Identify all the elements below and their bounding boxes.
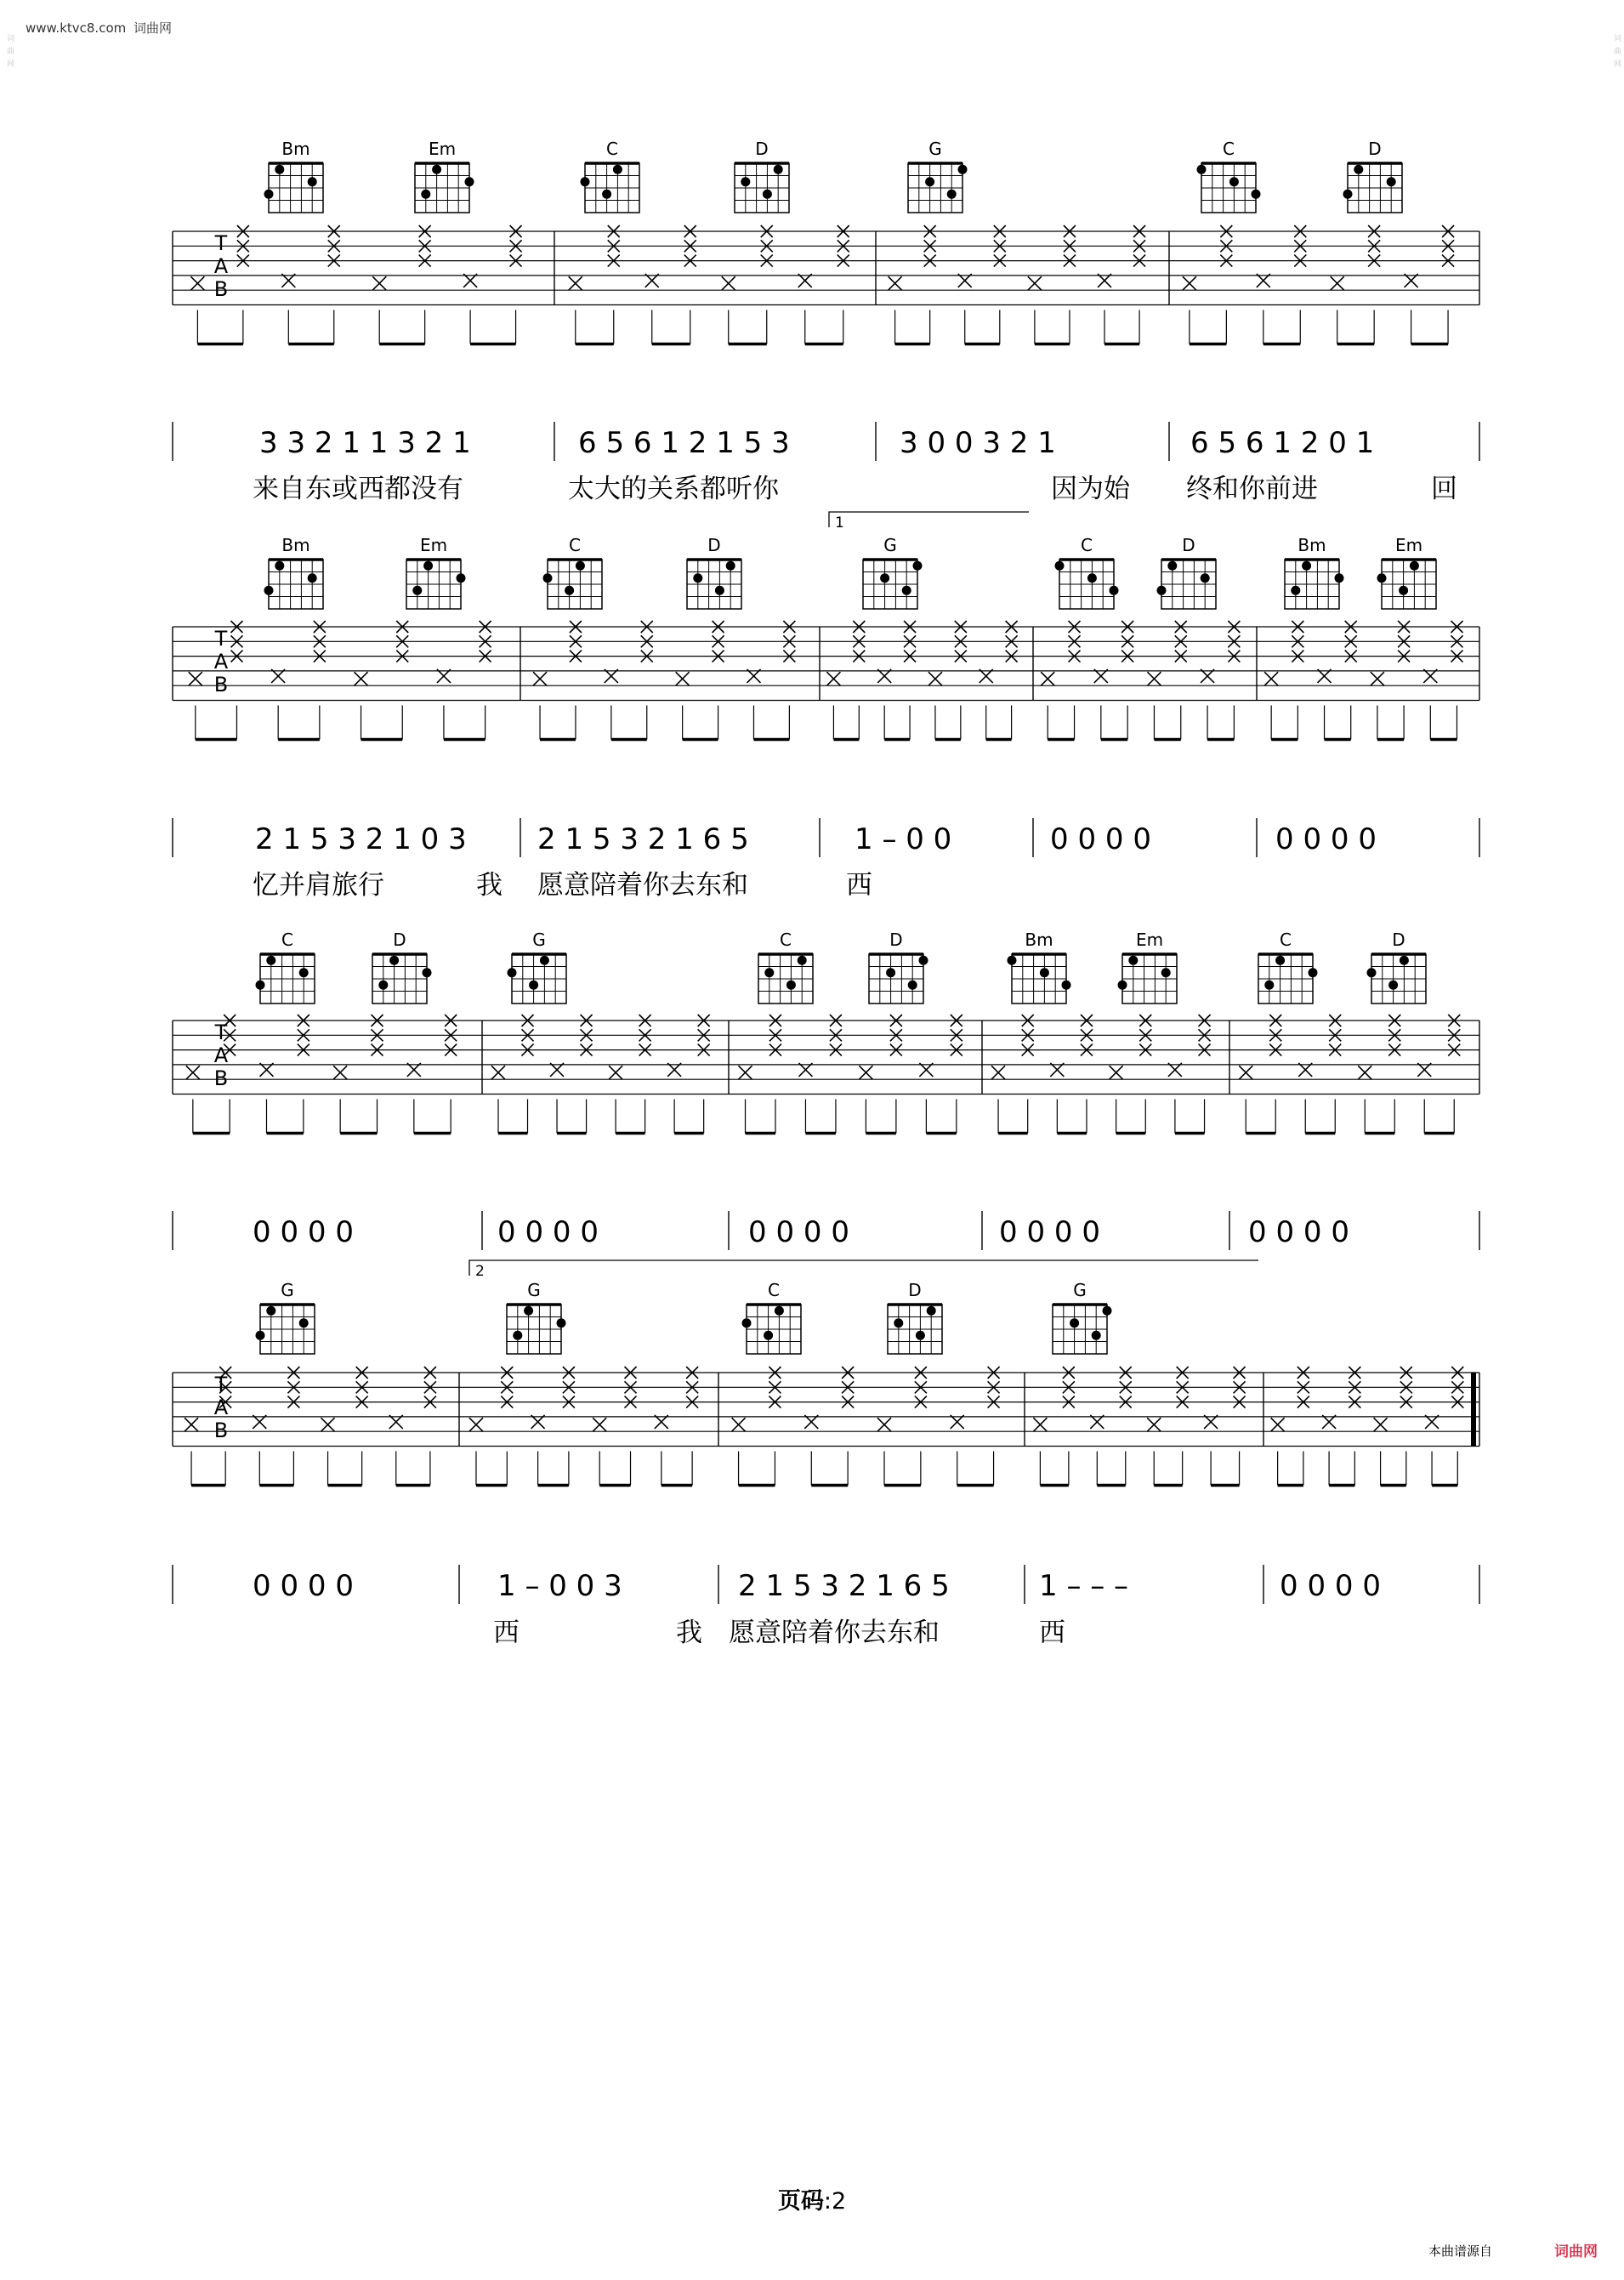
finger-dot bbox=[513, 1331, 522, 1340]
chord-c bbox=[256, 930, 315, 1004]
chord-c bbox=[742, 1280, 802, 1354]
chord-d bbox=[687, 535, 741, 609]
finger-dot bbox=[1302, 561, 1311, 571]
tab-staff bbox=[173, 225, 1479, 344]
chord-d bbox=[1157, 535, 1217, 609]
chord-diagram bbox=[1197, 163, 1261, 213]
finger-dot bbox=[1229, 177, 1239, 186]
chord-em bbox=[415, 139, 474, 213]
tab-clef-letter: A bbox=[213, 1396, 229, 1419]
tab-clef-letter: B bbox=[213, 1066, 229, 1090]
chord-name: C bbox=[1280, 930, 1292, 950]
lyric-segment: 来自东或西都没有 bbox=[253, 474, 463, 504]
finger-dot bbox=[919, 956, 928, 965]
tab-strum-mark bbox=[889, 276, 902, 290]
finger-dot bbox=[715, 586, 724, 595]
chord-g bbox=[256, 1280, 315, 1354]
tab-staff bbox=[173, 1367, 1479, 1486]
finger-dot bbox=[1387, 177, 1396, 186]
lyrics-line bbox=[493, 1618, 1065, 1648]
finger-dot bbox=[1354, 165, 1363, 174]
chord-diagram bbox=[908, 163, 968, 213]
source-note: 本曲谱源自 bbox=[1428, 2243, 1493, 2259]
finger-dot bbox=[1309, 968, 1318, 977]
chord-c bbox=[1055, 535, 1119, 609]
finger-dot bbox=[775, 1306, 784, 1316]
chord-name: Bm bbox=[281, 139, 310, 159]
tab-clef-letter: B bbox=[213, 277, 229, 301]
finger-dot bbox=[693, 573, 702, 583]
tab-system bbox=[173, 930, 1479, 1250]
chord-diagram bbox=[508, 954, 567, 1004]
tab-clef-letter: T bbox=[214, 627, 228, 651]
chord-name: G bbox=[527, 1280, 541, 1300]
tab-strum-mark bbox=[189, 672, 202, 685]
finger-dot bbox=[1157, 586, 1167, 595]
finger-dot bbox=[1008, 956, 1017, 965]
finger-dot bbox=[264, 586, 274, 595]
lyric-segment: 回 bbox=[1431, 474, 1457, 504]
chord-name: Em bbox=[1394, 535, 1423, 555]
finger-dot bbox=[925, 177, 934, 186]
chord-name: Em bbox=[1135, 930, 1164, 950]
finger-dot bbox=[1388, 981, 1398, 990]
chord-name: D bbox=[1392, 930, 1405, 950]
finger-dot bbox=[613, 165, 622, 174]
notation-measure: 6 5 6 1 2 0 1 bbox=[1190, 426, 1375, 460]
finger-dot bbox=[958, 165, 968, 174]
chord-name: G bbox=[928, 139, 942, 159]
side-watermark-left: 词曲网 bbox=[5, 34, 14, 72]
tab-strum-mark bbox=[928, 672, 942, 685]
numbered-notation bbox=[173, 422, 1479, 461]
chord-diagram bbox=[888, 1305, 942, 1354]
chord-c bbox=[1258, 930, 1318, 1004]
notation-measure: 1 – 0 0 bbox=[855, 822, 952, 856]
chord-name: D bbox=[889, 930, 903, 950]
chord-diagram bbox=[869, 954, 928, 1004]
finger-dot bbox=[1070, 1318, 1079, 1328]
chord-name: D bbox=[1368, 139, 1382, 159]
chord-g bbox=[507, 1280, 566, 1354]
notation-measure: 3 3 2 1 1 3 2 1 bbox=[259, 426, 471, 460]
finger-dot bbox=[947, 190, 957, 199]
notation-measure: 0 0 0 0 bbox=[999, 1215, 1100, 1249]
chord-name: D bbox=[908, 1280, 922, 1300]
site-url: www.ktvc8.com bbox=[26, 20, 127, 36]
tab-strum-mark bbox=[1239, 1066, 1252, 1079]
tab-strum-mark bbox=[533, 672, 547, 685]
tab-strum-mark bbox=[826, 672, 840, 685]
chord-name: Em bbox=[428, 139, 457, 159]
chord-c bbox=[581, 139, 640, 213]
tab-strum-mark bbox=[1028, 276, 1042, 290]
tab-strum-mark bbox=[722, 276, 735, 290]
tab-strum-mark bbox=[1147, 672, 1161, 685]
finger-dot bbox=[423, 561, 433, 571]
chord-diagram bbox=[1008, 954, 1071, 1004]
chord-name: C bbox=[1081, 535, 1093, 555]
tab-strum-mark bbox=[333, 1066, 347, 1079]
chord-diagram bbox=[687, 560, 741, 609]
finger-dot bbox=[378, 981, 388, 990]
finger-dot bbox=[1264, 981, 1274, 990]
finger-dot bbox=[913, 561, 923, 571]
chord-diagram bbox=[1055, 560, 1119, 609]
tab-staff bbox=[173, 621, 1479, 740]
chord-d bbox=[1343, 139, 1403, 213]
tab-system bbox=[173, 139, 1479, 504]
finger-dot bbox=[543, 573, 553, 583]
chord-diagram bbox=[406, 560, 466, 609]
tab-clef-letter: B bbox=[213, 673, 229, 697]
chord-bm bbox=[264, 139, 324, 213]
finger-dot bbox=[1291, 586, 1300, 595]
chord-c bbox=[1197, 139, 1261, 213]
tab-strum-mark bbox=[859, 1066, 872, 1079]
chord-diagram bbox=[256, 954, 315, 1004]
chord-g bbox=[908, 139, 968, 213]
chord-diagram bbox=[581, 163, 640, 213]
finger-dot bbox=[508, 968, 517, 977]
chord-d bbox=[869, 930, 928, 1004]
finger-dot bbox=[1377, 573, 1387, 583]
chord-name: C bbox=[606, 139, 618, 159]
tab-clef-letter: T bbox=[214, 1373, 228, 1396]
notation-measure: 0 0 0 0 bbox=[253, 1215, 354, 1249]
tab-strum-mark bbox=[593, 1418, 606, 1431]
finger-dot bbox=[1252, 190, 1261, 199]
lyric-segment: 因为始 bbox=[1051, 474, 1130, 504]
finger-dot bbox=[308, 177, 317, 186]
lyrics-line bbox=[253, 474, 1457, 504]
footer-brand: 词曲网 bbox=[1554, 2243, 1598, 2260]
chord-name: D bbox=[1182, 535, 1195, 555]
finger-dot bbox=[1275, 956, 1285, 965]
tab-strum-mark bbox=[1110, 1066, 1123, 1079]
tab-strum-mark bbox=[877, 1418, 891, 1431]
tab-strum-mark bbox=[1041, 672, 1054, 685]
chord-em bbox=[406, 535, 466, 609]
notation-measure: 2 1 5 3 2 1 0 3 bbox=[255, 822, 467, 856]
finger-dot bbox=[275, 165, 284, 174]
chord-d bbox=[888, 1280, 942, 1354]
lyric-segment: 西 bbox=[1039, 1618, 1065, 1648]
finger-dot bbox=[798, 956, 807, 965]
chord-g bbox=[863, 535, 923, 609]
tab-strum-mark bbox=[1183, 276, 1196, 290]
chord-diagram bbox=[264, 163, 324, 213]
notation-measure: 1 – 0 0 3 bbox=[497, 1569, 622, 1603]
finger-dot bbox=[576, 561, 585, 571]
chord-d bbox=[372, 930, 432, 1004]
tab-strum-mark bbox=[732, 1418, 746, 1431]
finger-dot bbox=[927, 1306, 936, 1316]
finger-dot bbox=[1167, 561, 1177, 571]
finger-dot bbox=[1197, 165, 1207, 174]
tab-strum-mark bbox=[186, 1066, 200, 1079]
site-name: 词曲网 bbox=[133, 20, 173, 36]
chord-name: D bbox=[707, 535, 721, 555]
finger-dot bbox=[1118, 981, 1127, 990]
chord-name: C bbox=[281, 930, 293, 950]
volta-bracket-1 bbox=[829, 512, 1029, 527]
tab-clef-letter: A bbox=[213, 650, 229, 674]
tab-clef-letter: A bbox=[213, 1043, 229, 1067]
notation-measure: 3 0 0 3 2 1 bbox=[900, 426, 1056, 460]
chord-diagram bbox=[1285, 560, 1344, 609]
chord-diagram bbox=[863, 560, 923, 609]
finger-dot bbox=[1343, 190, 1353, 199]
chord-diagram bbox=[1157, 560, 1217, 609]
notation-measure: 0 0 0 0 bbox=[1050, 822, 1151, 856]
chord-diagram bbox=[372, 954, 432, 1004]
finger-dot bbox=[299, 1318, 309, 1328]
chord-name: Bm bbox=[1025, 930, 1053, 950]
finger-dot bbox=[1410, 561, 1419, 571]
notation-measure: 0 0 0 0 bbox=[1280, 1569, 1381, 1603]
finger-dot bbox=[457, 573, 466, 583]
chord-diagram bbox=[1053, 1305, 1112, 1354]
finger-dot bbox=[1400, 956, 1409, 965]
chord-diagram bbox=[264, 560, 324, 609]
finger-dot bbox=[763, 190, 772, 199]
finger-dot bbox=[432, 165, 441, 174]
tab-clef-letter: B bbox=[213, 1419, 229, 1442]
tab-strum-mark bbox=[1331, 276, 1344, 290]
tab-clef-letter: A bbox=[213, 254, 229, 278]
notation-measure: 0 0 0 0 bbox=[1248, 1215, 1349, 1249]
tab-strum-mark bbox=[185, 1418, 198, 1431]
chord-name: G bbox=[1073, 1280, 1087, 1300]
finger-dot bbox=[275, 561, 284, 571]
finger-dot bbox=[565, 586, 574, 595]
chord-d bbox=[1367, 930, 1427, 1004]
chord-name: C bbox=[768, 1280, 780, 1300]
tab-strum-mark bbox=[355, 672, 368, 685]
finger-dot bbox=[1087, 573, 1097, 583]
finger-dot bbox=[465, 177, 474, 186]
finger-dot bbox=[389, 956, 399, 965]
finger-dot bbox=[308, 573, 317, 583]
chord-bm bbox=[1285, 535, 1344, 609]
chord-bm bbox=[1008, 930, 1071, 1004]
tab-strum-mark bbox=[676, 672, 690, 685]
tab-strum-mark bbox=[991, 1066, 1005, 1079]
chord-diagram bbox=[543, 560, 603, 609]
numbered-notation bbox=[173, 818, 1479, 857]
finger-dot bbox=[774, 165, 783, 174]
chord-diagram bbox=[1118, 954, 1178, 1004]
tab-strum-mark bbox=[1033, 1418, 1047, 1431]
finger-dot bbox=[1161, 968, 1171, 977]
chord-name: D bbox=[393, 930, 406, 950]
finger-dot bbox=[421, 190, 430, 199]
tab-strum-mark bbox=[1374, 1418, 1388, 1431]
finger-dot bbox=[1335, 573, 1344, 583]
finger-dot bbox=[742, 1318, 752, 1328]
chord-diagram bbox=[742, 1305, 802, 1354]
chord-name: G bbox=[532, 930, 546, 950]
tab-strum-mark bbox=[1271, 1418, 1285, 1431]
lyric-segment: 西 bbox=[493, 1618, 520, 1648]
tab-system bbox=[173, 1280, 1479, 1648]
chord-diagram bbox=[1343, 163, 1403, 213]
tab-strum-mark bbox=[1371, 672, 1384, 685]
notation-measure: 0 0 0 0 bbox=[1275, 822, 1377, 856]
chord-name: G bbox=[281, 1280, 294, 1300]
volta-label-2: 2 bbox=[475, 1263, 485, 1280]
finger-dot bbox=[423, 968, 432, 977]
finger-dot bbox=[266, 1306, 275, 1316]
finger-dot bbox=[256, 981, 265, 990]
finger-dot bbox=[894, 1318, 903, 1328]
chord-diagram bbox=[1367, 954, 1427, 1004]
chord-diagram bbox=[735, 163, 789, 213]
lyric-segment: 我 bbox=[676, 1618, 702, 1648]
lyric-segment: 太大的关系都听你 bbox=[568, 474, 779, 504]
chord-diagram bbox=[1377, 560, 1437, 609]
tab-clef-letter: T bbox=[214, 1021, 228, 1044]
chord-name: Bm bbox=[1297, 535, 1326, 555]
chord-d bbox=[735, 139, 789, 213]
finger-dot bbox=[529, 981, 538, 990]
chord-diagram bbox=[256, 1305, 315, 1354]
finger-dot bbox=[581, 177, 590, 186]
tab-strum-mark bbox=[372, 276, 386, 290]
chord-c bbox=[758, 930, 813, 1004]
chord-name: D bbox=[755, 139, 769, 159]
chord-bm bbox=[264, 535, 324, 609]
tab-strum-mark bbox=[569, 276, 582, 290]
chord-name: Bm bbox=[281, 535, 310, 555]
finger-dot bbox=[726, 561, 735, 571]
lyric-segment: 愿意陪着你去东和 bbox=[729, 1618, 940, 1648]
finger-dot bbox=[602, 190, 611, 199]
chord-em bbox=[1118, 930, 1178, 1004]
finger-dot bbox=[764, 968, 774, 977]
tab-strum-mark bbox=[491, 1066, 505, 1079]
lyric-segment: 愿意陪着你去东和 bbox=[537, 870, 748, 901]
chord-g bbox=[1053, 1280, 1112, 1354]
finger-dot bbox=[1110, 586, 1119, 595]
finger-dot bbox=[1062, 981, 1071, 990]
finger-dot bbox=[916, 1331, 925, 1340]
chord-diagram bbox=[507, 1305, 566, 1354]
chord-c bbox=[543, 535, 603, 609]
finger-dot bbox=[1040, 968, 1049, 977]
finger-dot bbox=[902, 586, 911, 595]
tab-strum-mark bbox=[190, 276, 204, 290]
tab-strum-mark bbox=[1264, 672, 1278, 685]
finger-dot bbox=[1399, 586, 1408, 595]
finger-dot bbox=[786, 981, 796, 990]
chord-name: G bbox=[883, 535, 897, 555]
lyrics-line bbox=[253, 870, 872, 901]
notation-measure: 0 0 0 0 bbox=[748, 1215, 849, 1249]
lyric-segment: 终和你前进 bbox=[1186, 474, 1318, 504]
tab-strum-mark bbox=[1358, 1066, 1371, 1079]
tab-strum-mark bbox=[321, 1418, 335, 1431]
finger-dot bbox=[1367, 968, 1377, 977]
finger-dot bbox=[412, 586, 422, 595]
finger-dot bbox=[908, 981, 917, 990]
numbered-notation bbox=[173, 1565, 1479, 1604]
tab-clef-letter: T bbox=[214, 231, 228, 255]
lyric-segment: 西 bbox=[846, 870, 872, 901]
chord-name: C bbox=[780, 930, 792, 950]
notation-measure: 2 1 5 3 2 1 6 5 bbox=[537, 822, 749, 856]
volta-label-1: 1 bbox=[835, 515, 844, 532]
finger-dot bbox=[299, 968, 309, 977]
notation-measure: 0 0 0 0 bbox=[253, 1569, 354, 1603]
chord-diagram bbox=[1258, 954, 1318, 1004]
chord-diagram bbox=[415, 163, 474, 213]
numbered-notation bbox=[173, 1211, 1479, 1250]
finger-dot bbox=[1055, 561, 1065, 571]
finger-dot bbox=[264, 190, 274, 199]
tab-strum-mark bbox=[469, 1418, 483, 1431]
finger-dot bbox=[741, 177, 750, 186]
chord-g bbox=[508, 930, 567, 1004]
finger-dot bbox=[1092, 1331, 1101, 1340]
tab-staff bbox=[173, 1015, 1479, 1134]
page-number: 页码:2 bbox=[777, 2188, 847, 2215]
lyric-segment: 我 bbox=[476, 870, 503, 901]
chord-em bbox=[1377, 535, 1437, 609]
finger-dot bbox=[880, 573, 889, 583]
finger-dot bbox=[1128, 956, 1138, 965]
tab-strum-mark bbox=[1147, 1418, 1161, 1431]
tab-strum-mark bbox=[739, 1066, 752, 1079]
lyric-segment: 忆并肩旅行 bbox=[253, 870, 384, 901]
finger-dot bbox=[266, 956, 275, 965]
finger-dot bbox=[540, 956, 549, 965]
chord-diagram bbox=[758, 954, 813, 1004]
finger-dot bbox=[256, 1331, 265, 1340]
finger-dot bbox=[1201, 573, 1210, 583]
volta-bracket-2 bbox=[469, 1260, 1258, 1276]
chord-name: C bbox=[1223, 139, 1235, 159]
finger-dot bbox=[1103, 1306, 1112, 1316]
finger-dot bbox=[524, 1306, 533, 1316]
chord-name: C bbox=[569, 535, 581, 555]
notation-measure: 6 5 6 1 2 1 5 3 bbox=[578, 426, 790, 460]
finger-dot bbox=[557, 1318, 566, 1328]
tab-strum-mark bbox=[609, 1066, 622, 1079]
side-watermark-right: 词曲网 bbox=[1612, 34, 1621, 72]
tab-system bbox=[173, 535, 1479, 901]
notation-measure: 1 – – – bbox=[1039, 1569, 1129, 1603]
notation-measure: 2 1 5 3 2 1 6 5 bbox=[738, 1569, 950, 1603]
finger-dot bbox=[764, 1331, 773, 1340]
chord-name: Em bbox=[419, 535, 448, 555]
notation-measure: 0 0 0 0 bbox=[497, 1215, 599, 1249]
finger-dot bbox=[886, 968, 895, 977]
